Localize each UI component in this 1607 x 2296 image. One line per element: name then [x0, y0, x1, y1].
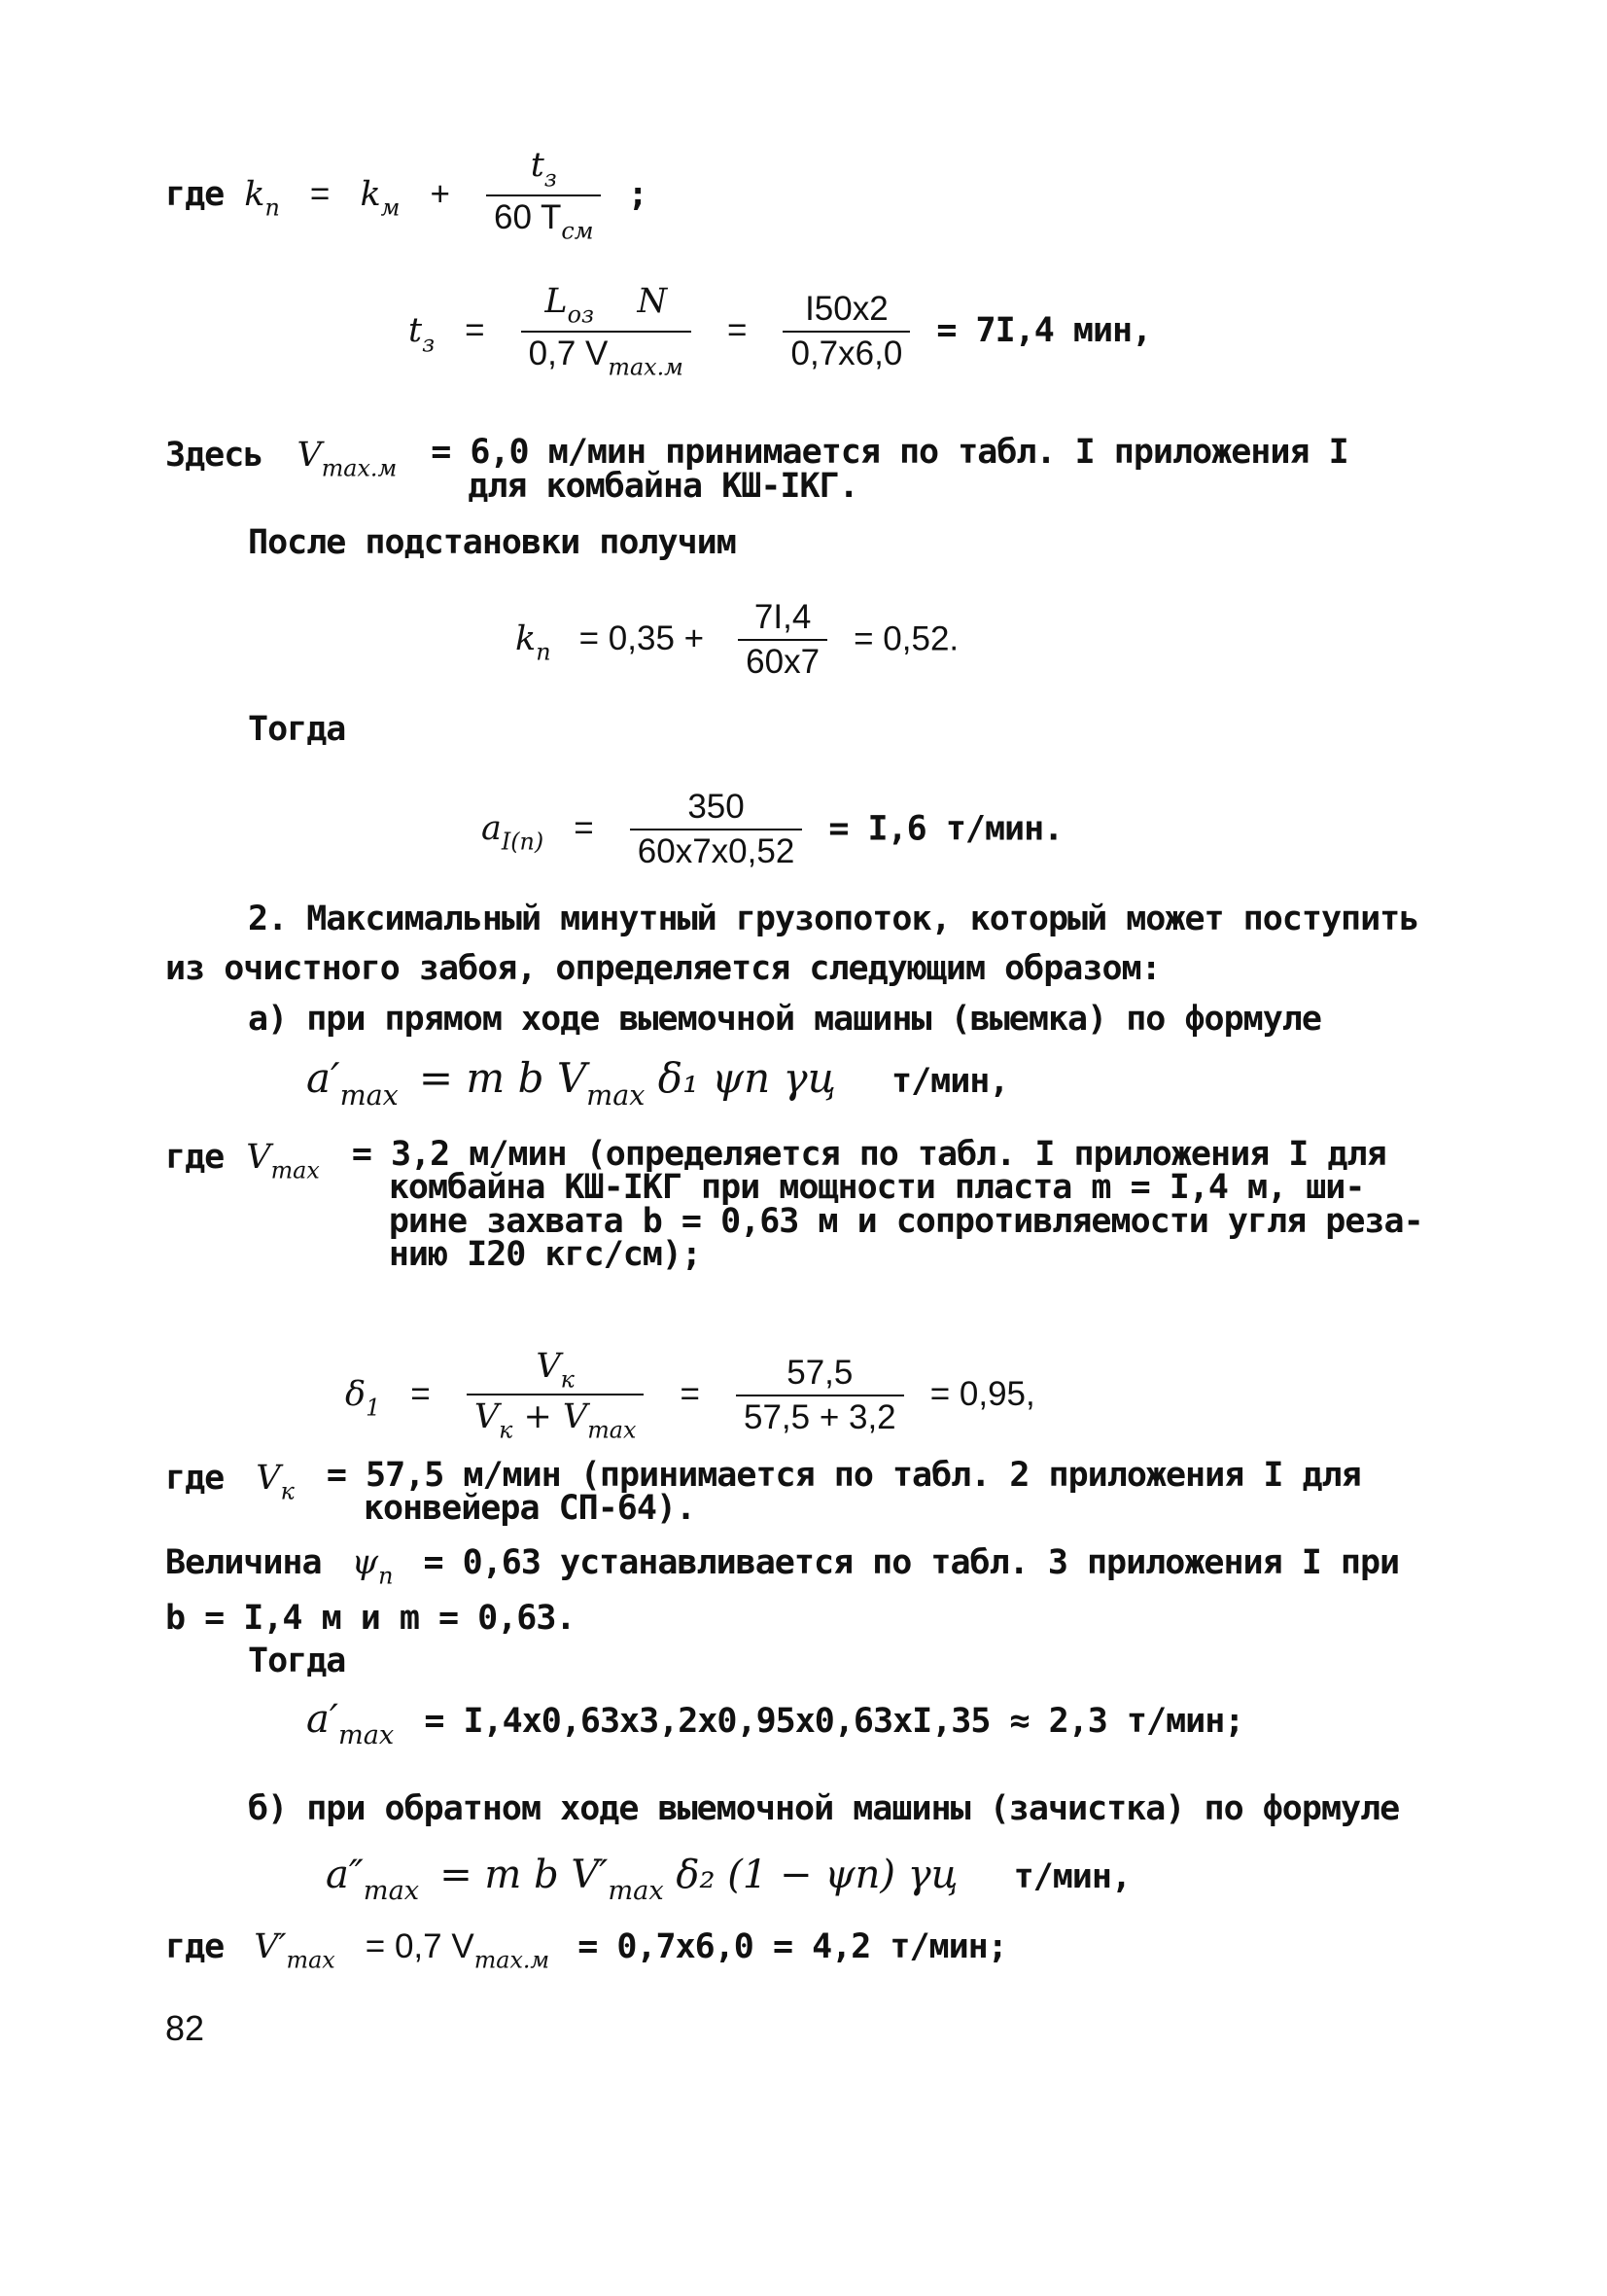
f1-den-sub: max.м — [608, 353, 683, 381]
frac-den: 60 T — [494, 198, 562, 237]
fraction-tz-over-60tsm — [486, 146, 601, 245]
amax2-lhs: a″ — [326, 1853, 364, 1897]
var-v: V — [246, 1138, 271, 1177]
text-togda-1: Тогда — [248, 710, 346, 749]
amaxv-lhs: a′ — [306, 1697, 338, 1742]
eq-sign: = — [309, 175, 331, 214]
kn-lhs: k — [515, 619, 537, 659]
d1-f1-num: V — [536, 1347, 561, 1386]
f2-den: 0,7x6,0 — [790, 335, 903, 373]
line-1: = 57,5 м/мин (принимается по табл. 2 приложения I для — [326, 1456, 1361, 1495]
var-psi: ψ — [351, 1543, 379, 1582]
var-v: V — [297, 436, 322, 475]
var-k2: k — [360, 175, 381, 215]
psi-line-1: = 0,63 устанавливается по табл. 3 приложения I при — [423, 1543, 1400, 1582]
d1-lhs-sub: 1 — [366, 1394, 381, 1422]
f1-den: 0,7 V — [528, 335, 609, 373]
plus-sign: + — [430, 175, 450, 214]
fraction-loz-n — [521, 282, 691, 381]
tz-result: = 7I,4 мин, — [936, 311, 1152, 351]
vmaxp-mid-sub: max.м — [473, 1946, 550, 1974]
kn-lhs-sub: п — [536, 638, 551, 666]
var-v: V — [256, 1459, 281, 1498]
sub-n: п — [264, 194, 280, 222]
f2-num: I50x2 — [783, 290, 910, 333]
paragraph-max-flow — [165, 895, 1418, 1044]
eq-sign: = — [465, 311, 485, 350]
a1-frac-num: 350 — [630, 788, 803, 830]
f1-num-sub: оз — [567, 300, 594, 329]
amax2-lhs-sub: max — [363, 1876, 420, 1907]
a1-lhs-sub: I(п) — [501, 828, 544, 856]
line-2: комбайна КШ-IКГ при мощности пласта m = I,4 м, ши- — [388, 1168, 1365, 1208]
line-1: = 3,2 м/мин (определяется по табл. I приложения I для — [351, 1135, 1386, 1174]
f1-num-var: N — [637, 282, 668, 321]
var-v-sub: к — [280, 1477, 295, 1505]
a1-lhs: a — [481, 809, 502, 849]
a1-frac-den: 60x7x0,52 — [637, 832, 795, 871]
fraction-350 — [630, 788, 803, 872]
word-velichina: Величина — [165, 1543, 322, 1582]
kn-mid: = 0,35 + — [578, 619, 705, 658]
word-gde: где — [165, 1138, 225, 1177]
semicolon: ; — [627, 175, 647, 215]
text-obratny-hod: б) при обратном ходе выемочной машины (зачистка) по формуле — [248, 1789, 1400, 1828]
text-posle-podstanovki: После подстановки получим — [248, 523, 736, 562]
d1-f2-num: 57,5 — [736, 1354, 904, 1396]
vmaxp-mid: = 0,7 V — [365, 1927, 474, 1965]
d1-f1-den: V — [473, 1397, 500, 1437]
f1-num: L — [544, 282, 568, 321]
formula-delta1 — [345, 1347, 1035, 1444]
d1-f1-num-sub: к — [560, 1365, 575, 1394]
formula-tz — [408, 282, 1151, 381]
vmaxp-lhs: V′ — [254, 1927, 287, 1966]
formula-kn-definition — [165, 146, 647, 245]
frac-num-sub: з — [543, 164, 557, 193]
word-gde: где — [165, 1459, 225, 1498]
amax-rhs: = m b V — [418, 1054, 587, 1102]
frac-den-sub: см — [561, 217, 594, 245]
word-gde: где — [165, 1927, 225, 1966]
eq-sign: = — [410, 1375, 431, 1414]
formula-a-max-double-prime — [326, 1853, 1131, 1907]
amax2-rhs-sub: max — [608, 1876, 664, 1907]
d1-f1-den-sub: к — [499, 1416, 513, 1444]
amax2-rest: δ₂ (1 − ψп) γц — [663, 1853, 959, 1897]
kn-frac-num: 7I,4 — [738, 598, 827, 641]
a1-end: = I,6 т/мин. — [828, 809, 1064, 849]
fraction-71-4 — [738, 598, 827, 683]
d1-f1-den-mid: + V — [512, 1397, 588, 1437]
text-togda-2: Тогда — [248, 1642, 346, 1680]
line-4: нию I20 кгс/см); — [388, 1234, 701, 1274]
word-gde: где — [165, 175, 225, 215]
paragraph-vk — [165, 1456, 1361, 1529]
line-2: конвейера СП-64). — [363, 1489, 696, 1529]
var-v-sub: max.м — [321, 454, 398, 482]
word-zdes: Здесь — [165, 436, 263, 475]
fraction-vk-over-vk-vmax — [467, 1347, 645, 1444]
page-number: 82 — [165, 2008, 205, 2048]
formula-v-max-prime — [165, 1927, 1007, 1974]
var-k: k — [244, 175, 265, 215]
formula-a-max-prime — [306, 1055, 1008, 1112]
tz-lhs: t — [408, 311, 423, 351]
line-3: рине захвата b = 0,63 м и сопротивляемости угля реза- — [388, 1201, 1423, 1241]
paragraph-psi — [165, 1538, 1399, 1643]
eq-sign: = — [574, 809, 594, 848]
amax-unit: т/мин, — [891, 1062, 1009, 1101]
d1-f2-den: 57,5 + 3,2 — [743, 1398, 896, 1437]
paragraph-vmax-source — [165, 433, 1348, 506]
formula-a-max-prime-value — [306, 1697, 1243, 1751]
amax2-unit: т/мин, — [1013, 1857, 1132, 1896]
eq-sign-2: = — [726, 311, 748, 350]
fraction-150x2 — [783, 290, 910, 374]
formula-kn-value — [515, 598, 959, 683]
fraction-57-5 — [736, 1354, 904, 1438]
p2-line-1: 2. Максимальный минутный грузопоток, который может поступить — [248, 900, 1419, 938]
var-psi-sub: п — [378, 1562, 394, 1590]
d1-lhs: δ — [345, 1375, 367, 1415]
line-1: = 6,0 м/мин принимается по табл. I приложения I — [431, 433, 1348, 472]
amax-rest: δ₁ ψп γц — [645, 1054, 836, 1102]
formula-a1n — [481, 788, 1063, 872]
d1-end: = 0,95, — [929, 1375, 1035, 1414]
eq-sign-2: = — [680, 1375, 700, 1414]
amax-rhs-sub: max — [586, 1077, 646, 1112]
vmaxp-end: = 0,7x6,0 = 4,2 т/мин; — [577, 1927, 1007, 1966]
line-2: для комбайна КШ-IКГ. — [468, 467, 858, 506]
p2-line-2: из очистного забоя, определяется следующим образом: — [165, 949, 1161, 989]
var-v-sub: max — [270, 1156, 320, 1184]
tz-lhs-sub: з — [422, 330, 436, 358]
amaxv-rhs: = I,4x0,63x3,2x0,95x0,63xI,35 ≈ 2,3 т/мин; — [424, 1702, 1244, 1741]
d1-f1-den-sub2: max — [587, 1416, 637, 1444]
paragraph-vmax-3-2 — [165, 1135, 1423, 1274]
vmaxp-lhs-sub: max — [286, 1946, 335, 1974]
frac-num: t — [530, 146, 544, 185]
amax2-rhs: = m b V′ — [439, 1853, 609, 1897]
kn-end: = 0,52. — [854, 619, 960, 658]
psi-line-2: b = I,4 м и m = 0,63. — [165, 1598, 576, 1638]
amax-lhs-sub: max — [339, 1077, 399, 1112]
p2-line-3: а) при прямом ходе выемочной машины (выемка) по формуле — [248, 999, 1321, 1039]
sub-m: м — [380, 194, 401, 222]
amax-lhs: a′ — [306, 1054, 340, 1102]
amaxv-lhs-sub: max — [337, 1720, 395, 1751]
kn-frac-den: 60x7 — [746, 643, 821, 682]
